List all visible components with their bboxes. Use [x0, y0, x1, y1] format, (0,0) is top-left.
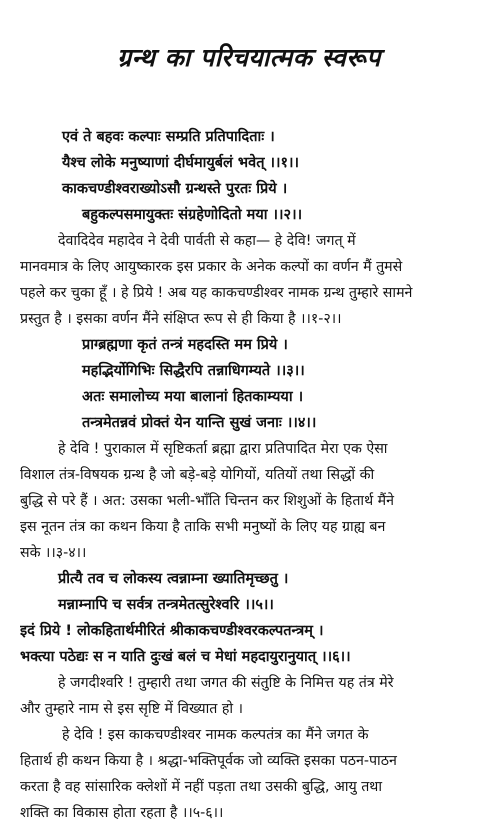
verse-line: अतः समालोच्य मया बालानां हितकाम्यया । [82, 389, 304, 405]
verse-line: भक्त्या पठेद्यः स न याति दुःखं बलं च मेधां महदायुरानुयात् ।।६।। [20, 649, 351, 665]
prose-line: हितार्थ ही कथन किया है । श्रद्धा-भक्तिपूर्वक जो व्यक्ति इसका पठन-पाठन [20, 753, 397, 769]
prose-line: हे देवि ! पुराकाल में सृष्टिकर्ता ब्रह्मा द्वारा प्रतिपादित मेरा एक ऐसा [58, 441, 388, 457]
verse-block-1 [20, 124, 478, 228]
verse-line: काकचण्डीश्वराख्योऽसौ ग्रन्थस्ते पुरतः प्रिये । [62, 181, 288, 197]
prose-line: इस नूतन तंत्र का कथन किया है ताकि सभी मनुष्यों के लिए यह ग्राह्य बन [20, 519, 386, 535]
prose-line: हे देवि ! इस काकचण्डीश्वर नामक कल्पतंत्र का मैंने जगत के [62, 727, 369, 743]
prose-line: करता है वह सांसारिक क्लेशों में नहीं पड़ता तथा उसकी बुद्धि, आयु तथा [20, 779, 383, 795]
prose-line: बुद्धि से परे हैं । अत: उसका भली-भाँति चिन्तन कर शिशुओं के हितार्थ मैंने [20, 493, 395, 509]
verse-line: मन्नाम्नापि च सर्वत्र तन्त्रमेतत्सुरेश्वरि ।।५।। [58, 597, 274, 613]
prose-line: देवादिदेव महादेव ने देवी पार्वती से कहा— हे देवि! जगत् में [58, 233, 356, 249]
commentary-paragraph-4 [20, 722, 478, 826]
commentary-paragraph-1 [20, 228, 478, 332]
verse-line: प्रीत्यै तव च लोकस्य त्वन्नाम्ना ख्यातिमृच्छतु । [58, 571, 289, 587]
verse-line: तन्त्रमेतन्नवं प्रोक्तं येन यान्ति सुखं जनाः ।।४।। [82, 415, 317, 431]
prose-line: शक्ति का विकास होता रहता है ।।५-६।। [20, 805, 224, 821]
verse-line: बहुकल्पसमायुक्तः संग्रहेणोदितो मया ।।२।। [82, 207, 303, 223]
verse-line: यैश्च लोके मनुष्याणां दीर्घमायुर्बलं भवेत् ।।१।। [62, 155, 300, 171]
verse-line: इदं प्रिये ! लोकहितार्थमीरितं श्रीकाकचण्डीश्वरकल्पतन्त्रम् । [20, 623, 324, 639]
commentary-paragraph-3 [20, 670, 478, 722]
commentary-paragraph-2 [20, 436, 478, 566]
prose-line: विशाल तंत्र-विषयक ग्रन्थ है जो बड़े-बड़े योगियों, यतियों तथा सिद्धों की [20, 467, 375, 483]
verse-block-3 [20, 566, 478, 670]
prose-line: पहले कर चुका हूँ । हे प्रिये ! अब यह काकचण्डीश्वर नामक ग्रन्थ तुम्हारे सामने [20, 285, 413, 301]
verse-line: महद्भिर्योगिभिः सिद्धैरपि तन्नाधिगम्यते ।।३।। [82, 363, 305, 379]
page-title: ग्रन्थ का परिचयात्मक स्वरूप [117, 43, 381, 72]
verse-block-2 [20, 332, 478, 436]
prose-line: सके ।।३-४।। [20, 545, 87, 561]
verse-line: एवं ते बहवः कल्पाः सम्प्रति प्रतिपादिताः । [62, 129, 275, 145]
prose-line: और तुम्हारे नाम से इस सृष्टि में विख्यात हो । [20, 701, 243, 717]
verse-line: प्राग्ब्रह्मणा कृतं तन्त्रं महदस्ति मम प्रिये । [82, 337, 288, 353]
prose-line: मानवमात्र के लिए आयुष्कारक इस प्रकार के अनेक कल्पों का वर्णन मैं तुमसे [20, 259, 403, 275]
prose-line: प्रस्तुत है । इसका वर्णन मैंने संक्षिप्त रूप से ही किया है ।।१-२।। [20, 311, 342, 327]
prose-line: हे जगदीश्वरि ! तुम्हारी तथा जगत की संतुष्टि के निमित्त यह तंत्र मेरे [58, 675, 394, 691]
